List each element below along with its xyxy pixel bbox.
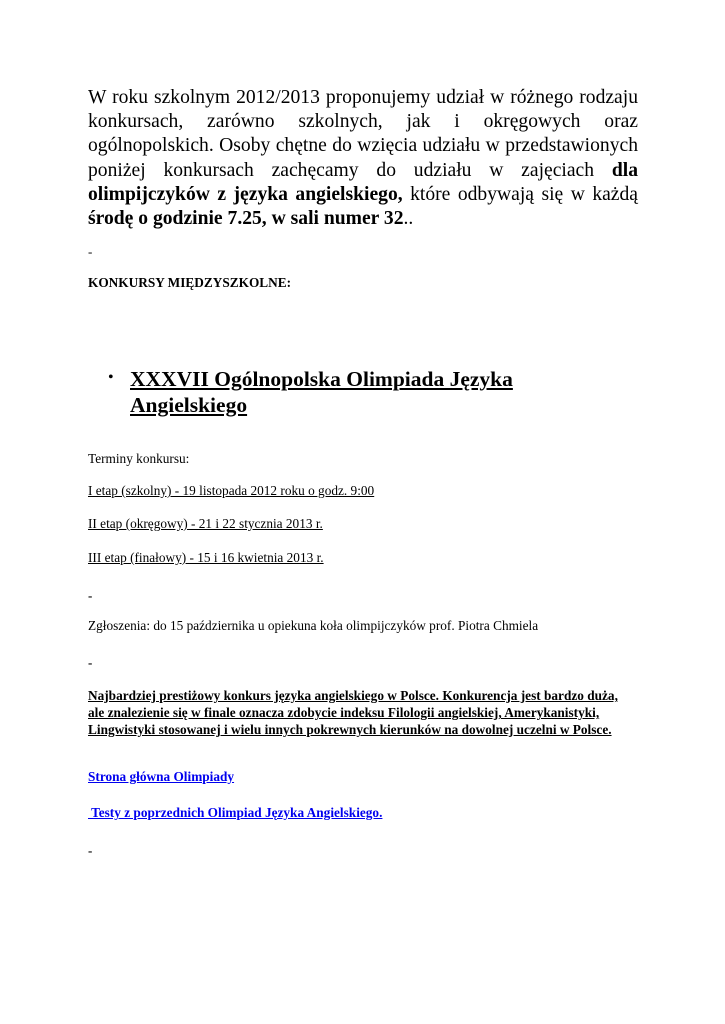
schedule-stage-3: III etap (finałowy) - 15 i 16 kwietnia 2013 r. [88,550,324,565]
intro-text-3: .. [403,208,414,230]
schedule-label: Terminy konkursu: [88,451,190,466]
schedule-stage-1: I etap (szkolny) - 19 listopada 2012 roku o godz. 9:00 [88,483,375,498]
schedule-stage-2: II etap (okręgowy) - 21 i 22 stycznia 2013 r. [88,516,323,531]
separator-marker-3: - [88,655,93,670]
separator-marker-4: - [88,843,93,858]
intro-bold-schedule: środę o godzinie 7.25, w sali numer 32 [88,208,404,230]
olympiad-homepage-link[interactable]: Strona główna Olimpiady [88,769,235,784]
separator-marker-2: - [88,588,93,603]
intro-bold-olympians: dla olimpijczyków z języka angielskiego, [88,159,638,205]
past-tests-link[interactable]: Testy z poprzednich Olimpiad Języka Angielskiego. [88,805,383,820]
intro-paragraph [88,86,638,231]
registration-info: Zgłoszenia: do 15 października u opiekuna koła olimpijczyków prof. Piotra Chmiela [88,618,539,633]
olympiad-title: XXXVII Ogólnopolska Olimpiada Języka Angielskiego [130,367,513,417]
olympiad-description: Najbardziej prestiżowy konkurs języka angielskiego w Polsce. Konkurencja jest bardzo duża, ale znalezienie się w finale oznacza zdobycie indeksu Filologii angielskiej, Amerykanistyki, Lingwistyki stosowanej i wielu innych pokrewnych kierunków na dowolnej uczelni w Polsce. [88,688,618,738]
intro-text-1: W roku szkolnym 2012/2013 proponujemy udział w różnego rodzaju konkursach, zarówno szkolnych, jak i okręgowych oraz ogólnopolskich. Osoby chętne do wzięcia udziału w przedstawionych poniżej konkursach zachęcamy do udziału w zajęciach [88,87,638,181]
bullet-icon: • [108,369,114,386]
separator-marker-1: - [88,244,93,259]
intro-text-2: które odbywają się w każdą [402,183,638,205]
section-heading: KONKURSY MIĘDZYSZKOLNE: [88,275,292,290]
